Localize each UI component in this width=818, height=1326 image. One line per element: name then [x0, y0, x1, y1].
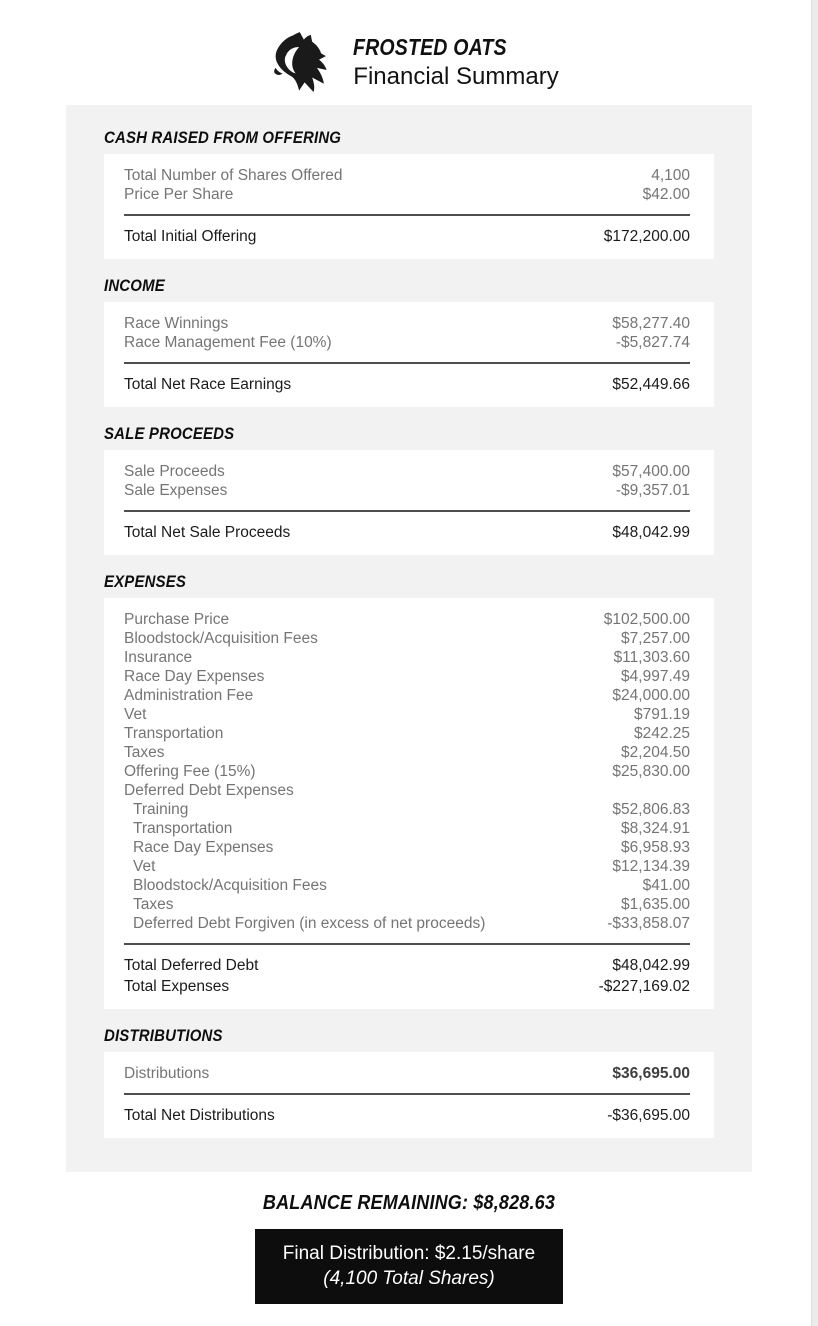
line-item-row	[124, 610, 690, 629]
section-totals	[124, 374, 690, 395]
line-item-row	[124, 481, 690, 500]
line-item-value: $172,200.00	[603, 228, 690, 245]
footer	[0, 1190, 818, 1304]
section-heading: DISTRIBUTIONS	[104, 1026, 223, 1045]
line-item-row	[124, 800, 690, 819]
line-item-value: 4,100	[651, 167, 690, 184]
line-item-row	[124, 185, 690, 204]
line-item-label: Distributions	[124, 1065, 210, 1082]
line-item-value: $48,042.99	[612, 524, 690, 541]
line-item-label: Race Management Fee (10%)	[124, 334, 332, 351]
line-item-value: $8,324.91	[621, 820, 690, 837]
section-totals	[124, 522, 690, 543]
total-divider	[124, 362, 690, 364]
total-divider	[124, 943, 690, 945]
line-item-value: $12,134.39	[612, 858, 690, 875]
line-item-label: Sale Expenses	[124, 482, 228, 499]
line-item-value: $52,806.83	[612, 801, 690, 818]
line-item-label: Administration Fee	[124, 687, 254, 704]
line-item-row	[124, 955, 690, 976]
line-item-label: Race Day Expenses	[133, 839, 274, 856]
line-item-label: Transportation	[133, 820, 233, 837]
line-item-row	[124, 895, 690, 914]
line-item-row	[124, 333, 690, 352]
line-item-row	[124, 762, 690, 781]
horse-head-logo-icon	[259, 30, 335, 92]
line-item-value: $4,997.49	[621, 668, 690, 685]
line-item-value: $791.19	[633, 706, 690, 723]
line-item-value: -$5,827.74	[615, 334, 690, 351]
line-item-row	[124, 819, 690, 838]
line-items	[124, 610, 690, 933]
line-item-label: Transportation	[124, 725, 224, 742]
section-heading: INCOME	[104, 276, 165, 295]
line-item-row	[124, 314, 690, 333]
summary-section	[104, 571, 714, 1009]
line-item-label: Taxes	[133, 896, 174, 913]
line-item-label: Total Net Race Earnings	[124, 376, 292, 393]
section-totals	[124, 226, 690, 247]
line-item-label: Deferred Debt Expenses	[124, 782, 294, 799]
line-item-value: $58,277.40	[612, 315, 690, 332]
summary-section	[104, 127, 714, 259]
line-items	[124, 314, 690, 352]
line-items	[124, 166, 690, 204]
line-item-label: Vet	[133, 858, 156, 875]
line-item-row	[124, 374, 690, 395]
section-heading: EXPENSES	[104, 572, 187, 591]
section-card	[104, 302, 714, 407]
summary-section	[104, 423, 714, 555]
line-item-value: $11,303.60	[613, 649, 690, 666]
line-item-label: Total Expenses	[124, 978, 230, 995]
total-divider	[124, 214, 690, 216]
line-item-value: $102,500.00	[603, 611, 690, 628]
line-item-label: Offering Fee (15%)	[124, 763, 256, 780]
line-item-row	[124, 914, 690, 933]
section-card	[104, 1052, 714, 1138]
line-item-value: $7,257.00	[621, 630, 690, 647]
line-item-value: $25,830.00	[612, 763, 690, 780]
document-title: Financial Summary	[353, 62, 559, 90]
line-item-value: -$9,357.01	[615, 482, 690, 499]
summary-section	[104, 275, 714, 407]
line-item-row	[124, 1064, 690, 1083]
line-item-row	[124, 976, 690, 997]
line-item-value: $42.00	[642, 186, 690, 203]
line-item-label: Taxes	[124, 744, 165, 761]
line-item-row	[124, 648, 690, 667]
line-item-row	[124, 724, 690, 743]
line-item-value: $1,635.00	[621, 896, 690, 913]
line-item-label: Sale Proceeds	[124, 463, 225, 480]
line-item-row	[124, 1105, 690, 1126]
section-card	[104, 450, 714, 555]
line-item-label: Total Net Sale Proceeds	[124, 524, 291, 541]
line-item-value: $6,958.93	[621, 839, 690, 856]
final-distribution-text: Final Distribution: $2.15/share	[282, 1243, 536, 1264]
line-items	[124, 462, 690, 500]
line-items	[124, 1064, 690, 1083]
line-item-label: Total Initial Offering	[124, 228, 257, 245]
line-item-row	[124, 781, 690, 800]
line-item-label: Race Day Expenses	[124, 668, 265, 685]
line-item-row	[124, 743, 690, 762]
line-item-label: Total Number of Shares Offered	[124, 167, 343, 184]
balance-remaining: BALANCE REMAINING: $8,828.63	[262, 1192, 556, 1214]
line-item-row	[124, 857, 690, 876]
line-item-value: -$227,169.02	[598, 978, 690, 995]
line-item-label: Bloodstock/Acquisition Fees	[133, 877, 327, 894]
line-item-value: $2,204.50	[621, 744, 690, 761]
line-item-row	[124, 629, 690, 648]
header-titles	[353, 32, 558, 91]
line-item-row	[124, 667, 690, 686]
line-item-label: Vet	[124, 706, 147, 723]
line-item-value: $24,000.00	[612, 687, 690, 704]
section-card	[104, 154, 714, 259]
line-item-value: -$33,858.07	[607, 915, 690, 932]
line-item-row	[124, 462, 690, 481]
line-item-row	[124, 522, 690, 543]
line-item-value: $48,042.99	[612, 957, 690, 974]
line-item-row	[124, 686, 690, 705]
line-item-row	[124, 166, 690, 185]
line-item-label: Training	[133, 801, 189, 818]
line-item-value: $242.25	[633, 725, 690, 742]
line-item-label: Bloodstock/Acquisition Fees	[124, 630, 318, 647]
header	[0, 0, 818, 96]
line-item-label: Total Net Distributions	[124, 1107, 275, 1124]
line-item-row	[124, 838, 690, 857]
section-heading: SALE PROCEEDS	[104, 424, 235, 443]
line-item-value: $52,449.66	[612, 376, 690, 393]
company-name: FROSTED OATS	[353, 33, 508, 60]
section-card	[104, 598, 714, 1009]
line-item-value: -$36,695.00	[607, 1107, 690, 1124]
summary-section	[104, 1025, 714, 1138]
total-divider	[124, 510, 690, 512]
line-item-label: Total Deferred Debt	[124, 957, 259, 974]
line-item-value: $41.00	[642, 877, 690, 894]
scrollbar[interactable]	[811, 0, 818, 1326]
final-distribution-box	[255, 1229, 563, 1304]
line-item-row	[124, 876, 690, 895]
total-divider	[124, 1093, 690, 1095]
line-item-label: Price Per Share	[124, 186, 234, 203]
section-totals	[124, 955, 690, 997]
line-item-label: Purchase Price	[124, 611, 230, 628]
section-heading: CASH RAISED FROM OFFERING	[104, 128, 342, 147]
line-item-label: Race Winnings	[124, 315, 229, 332]
line-item-value: $57,400.00	[612, 463, 690, 480]
line-item-row	[124, 226, 690, 247]
line-item-label: Insurance	[124, 649, 193, 666]
line-item-label: Deferred Debt Forgiven (in excess of net proceeds)	[133, 915, 486, 932]
line-item-row	[124, 705, 690, 724]
section-totals	[124, 1105, 690, 1126]
line-item-value: $36,695.00	[612, 1065, 690, 1082]
summary-panel	[66, 105, 752, 1172]
total-shares-text: (4,100 Total Shares)	[323, 1268, 495, 1289]
